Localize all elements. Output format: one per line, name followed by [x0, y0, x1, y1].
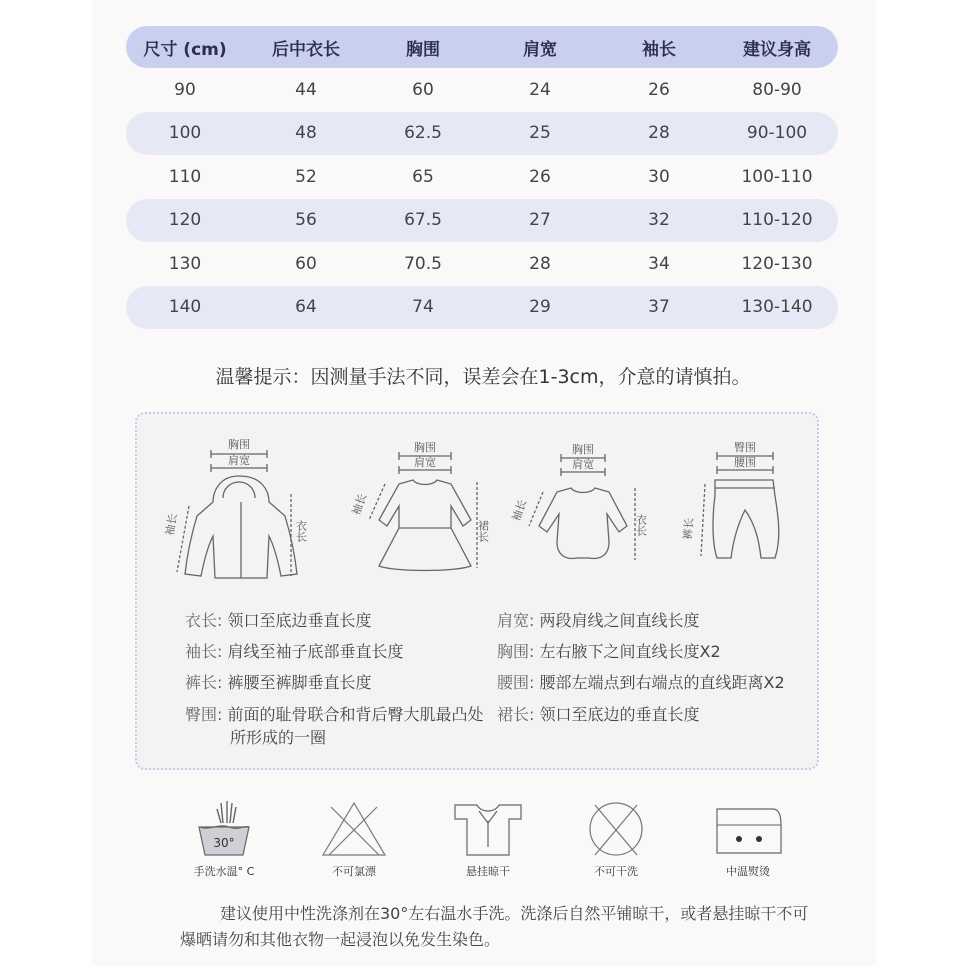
table-cell: 30 — [648, 166, 670, 187]
table-cell: 27 — [529, 210, 551, 231]
table-cell: 28 — [529, 253, 551, 274]
table-cell: 48 — [295, 123, 317, 144]
romper-label-sleeve: 袖长 — [509, 497, 530, 524]
table-cell: 130 — [168, 253, 202, 274]
table-cell: 26 — [648, 79, 670, 100]
pants-figure — [675, 440, 795, 580]
definition-item — [497, 670, 785, 693]
table-cell: 28 — [648, 123, 670, 144]
measurement-guide — [135, 412, 819, 770]
table-header-row — [126, 26, 838, 68]
table-row — [126, 68, 838, 112]
definition-desc: 裤腰至裤脚垂直长度 — [227, 673, 372, 692]
definition-item — [185, 608, 372, 631]
header-sleeve: 袖长 — [642, 39, 676, 60]
care-medium-iron — [688, 797, 808, 879]
care-label: 悬挂晾干 — [466, 865, 510, 878]
table-cell: 60 — [295, 253, 317, 274]
definition-term: 衣长: — [185, 611, 223, 630]
definition-desc: 左右腋下之间直线长度X2 — [539, 642, 721, 661]
table-row — [126, 286, 838, 330]
definition-item — [497, 639, 721, 662]
definition-term: 肩宽: — [497, 611, 535, 630]
definition-term: 袖长: — [185, 642, 223, 661]
table-cell: 110-120 — [741, 210, 813, 231]
header-size: 尺寸 (cm) — [143, 39, 227, 60]
table-cell: 64 — [295, 297, 317, 318]
table-cell: 56 — [295, 210, 317, 231]
care-advice: 建议使用中性洗涤剂在30°左右温水手洗。洗涤后自然平铺晾干，或者悬挂晾干不可爆晒请勿和其他衣物一起浸泡以免发生染色。 — [180, 904, 809, 949]
jacket-figure — [163, 436, 317, 586]
table-cell: 120-130 — [741, 253, 813, 274]
header-back-length: 后中衣长 — [272, 39, 340, 60]
header-shoulder: 肩宽 — [523, 39, 557, 60]
definition-term: 胸围: — [497, 642, 535, 661]
hand-wash-icon — [179, 797, 269, 859]
care-no-bleach — [294, 797, 414, 879]
table-cell: 62.5 — [404, 123, 442, 144]
header-height: 建议身高 — [743, 39, 811, 60]
table-cell: 52 — [295, 166, 317, 187]
dress-icon — [349, 440, 495, 580]
definition-desc: 肩线至袖子底部垂直长度 — [227, 642, 404, 661]
definition-desc: 腰部左端点到右端点的直线距离X2 — [539, 673, 785, 692]
definition-term: 臀围: — [185, 705, 223, 724]
definition-continuation: 所形成的一圈 — [230, 728, 327, 747]
no-bleach-icon — [309, 797, 399, 859]
hand-wash-temp: 30° — [213, 836, 235, 850]
table-cell: 37 — [648, 297, 670, 318]
definition-item — [497, 702, 700, 725]
table-cell: 25 — [529, 123, 551, 144]
dress-figure — [349, 440, 495, 580]
table-row — [126, 242, 838, 286]
table-cell: 120 — [168, 210, 202, 231]
jacket-label-shoulder: 肩宽 — [228, 454, 250, 467]
table-cell: 29 — [529, 297, 551, 318]
care-hand-wash — [164, 797, 284, 879]
table-row — [126, 112, 838, 156]
definition-term: 裙长: — [497, 705, 535, 724]
table-cell: 100 — [168, 123, 202, 144]
definition-desc: 两段肩线之间直线长度 — [539, 611, 700, 630]
table-cell: 90 — [174, 79, 196, 100]
definition-desc: 领口至底边的垂直长度 — [539, 705, 700, 724]
care-no-dry-clean — [556, 797, 676, 879]
dress-label-sleeve: 袖长 — [349, 491, 370, 518]
table-cell: 140 — [168, 297, 202, 318]
table-row — [126, 199, 838, 243]
pants-label-hip: 臀围 — [734, 441, 756, 454]
dress-label-length: 裙长 — [476, 520, 490, 542]
table-cell: 74 — [412, 297, 434, 318]
dress-label-chest: 胸围 — [414, 441, 436, 454]
jacket-label-chest: 胸围 — [228, 438, 250, 451]
pants-label-length: 裤长 — [681, 517, 696, 541]
romper-figure — [509, 442, 653, 572]
definition-item — [185, 639, 404, 662]
table-row — [126, 155, 838, 199]
pants-label-waist: 腰围 — [734, 456, 756, 469]
size-table — [126, 26, 838, 329]
medium-iron-icon — [703, 797, 793, 859]
table-cell: 24 — [529, 79, 551, 100]
jacket-icon — [163, 436, 317, 586]
definition-term: 腰围: — [497, 673, 535, 692]
care-label: 手洗水温° C — [193, 865, 255, 878]
header-chest: 胸围 — [406, 39, 440, 60]
definition-item — [185, 670, 372, 693]
pants-icon — [675, 440, 795, 580]
definition-desc: 前面的耻骨联合和背后臀大肌最凸处 — [227, 705, 484, 724]
no-dry-clean-icon — [571, 797, 661, 859]
table-cell: 70.5 — [404, 253, 442, 274]
definition-term: 裤长: — [185, 673, 223, 692]
table-cell: 34 — [648, 253, 670, 274]
table-cell: 100-110 — [741, 166, 813, 187]
care-label: 不可氯漂 — [332, 865, 376, 878]
care-label: 不可干洗 — [594, 865, 638, 878]
table-cell: 65 — [412, 166, 434, 187]
table-cell: 32 — [648, 210, 670, 231]
romper-label-shoulder: 肩宽 — [572, 458, 594, 471]
romper-label-length: 衣长 — [634, 514, 648, 536]
table-cell: 90-100 — [746, 123, 808, 144]
definition-desc: 领口至底边垂直长度 — [227, 611, 372, 630]
jacket-label-length: 衣长 — [294, 520, 308, 542]
measurement-tip: 温馨提示：因测量手法不同，误差会在1-3cm，介意的请慎拍。 — [215, 366, 751, 388]
jacket-label-sleeve: 袖长 — [163, 512, 180, 537]
table-cell: 67.5 — [404, 210, 442, 231]
dress-label-shoulder: 肩宽 — [414, 456, 436, 469]
care-hang-dry — [428, 797, 548, 879]
table-cell: 80-90 — [752, 79, 802, 100]
table-cell: 26 — [529, 166, 551, 187]
definition-item — [497, 608, 700, 631]
care-label: 中温熨烫 — [726, 865, 770, 878]
table-cell: 44 — [295, 79, 317, 100]
table-cell: 60 — [412, 79, 434, 100]
table-cell: 130-140 — [741, 297, 813, 318]
hang-dry-icon — [443, 797, 533, 859]
romper-label-chest: 胸围 — [572, 443, 594, 456]
romper-icon — [509, 442, 653, 572]
definition-item — [185, 702, 484, 725]
table-cell: 110 — [168, 166, 202, 187]
